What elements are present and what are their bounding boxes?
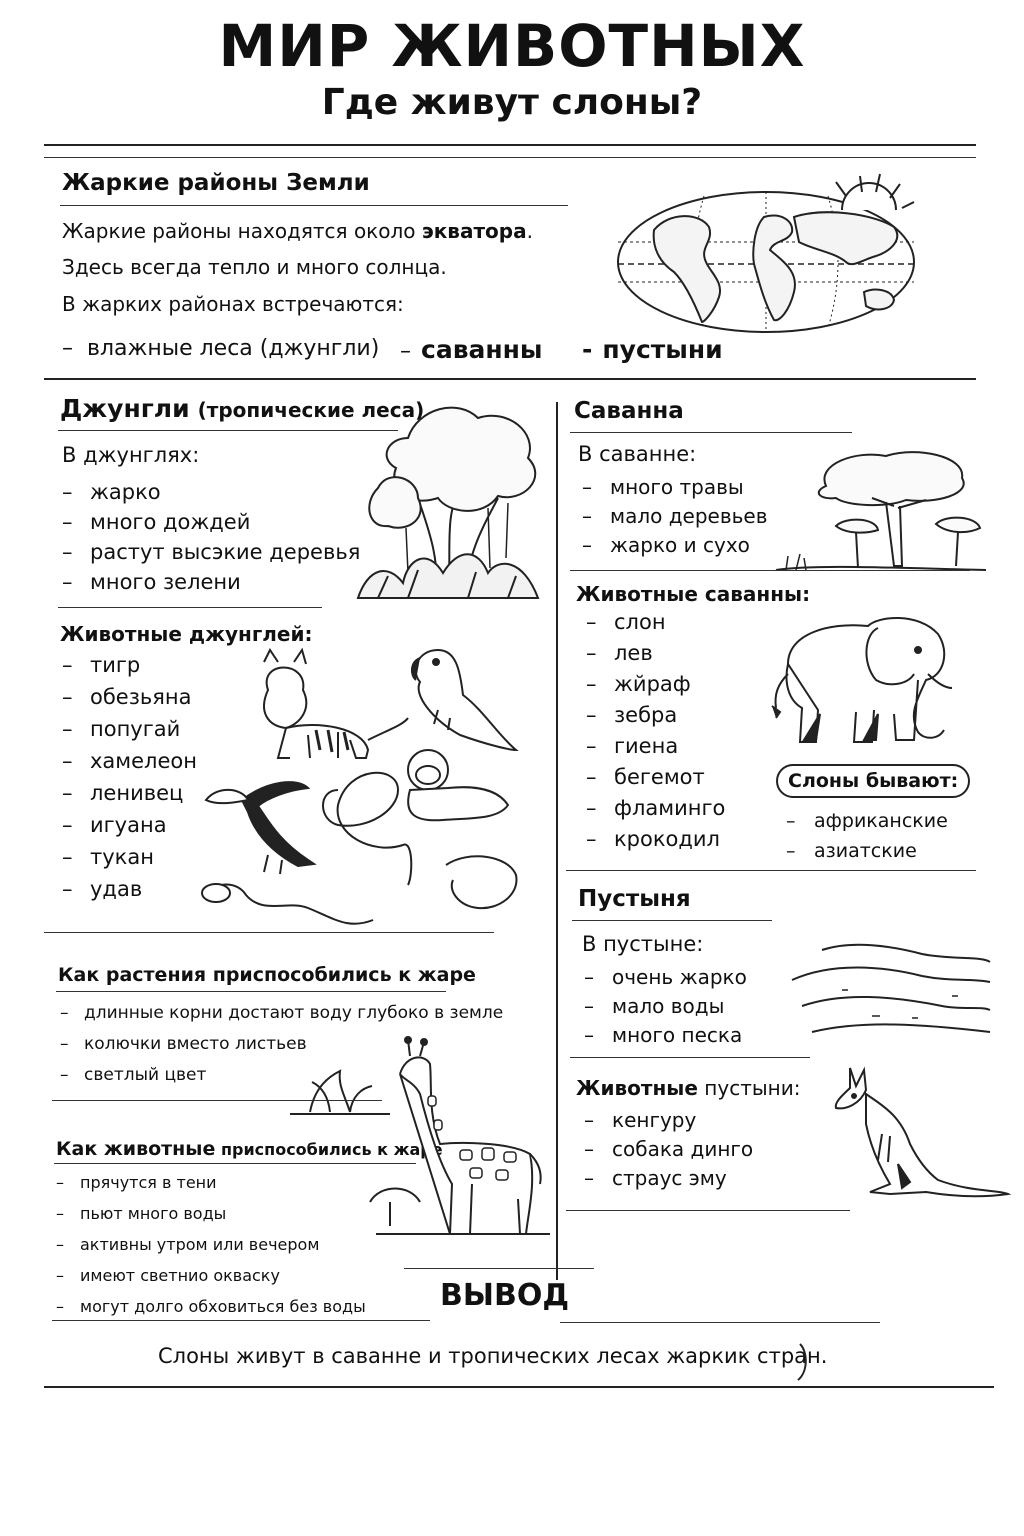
jungle-animals-illustration — [198, 640, 538, 940]
parrot-icon — [412, 650, 516, 750]
monkey-icon — [408, 750, 508, 820]
divider — [56, 991, 446, 992]
divider — [44, 378, 976, 380]
sun-icon — [836, 174, 914, 210]
divider — [58, 607, 322, 608]
list-item: – гиена — [586, 734, 679, 758]
divider — [60, 205, 568, 206]
list-item: – лев — [586, 641, 653, 665]
elephant-types-badge: Слоны бывают: — [776, 764, 970, 798]
page-title: МИР ЖИВОТНЫХ — [218, 12, 806, 80]
desert-animals-heading: Животные пустыни: — [576, 1076, 801, 1100]
world-map-illustration — [614, 172, 934, 342]
divider — [52, 1320, 430, 1321]
divider — [560, 1322, 880, 1323]
list-item: – прячутся в тени — [56, 1173, 217, 1192]
jungle-trees-illustration — [348, 398, 548, 608]
divider — [404, 1268, 594, 1269]
list-item: – много дождей — [62, 510, 251, 534]
divider — [54, 1163, 416, 1164]
equator-term: экватора — [421, 219, 527, 243]
list-item: – могут долго обховиться без воды — [56, 1297, 366, 1316]
tiger-icon — [264, 650, 408, 758]
hot-zones-heading: Жаркие районы Земли — [62, 170, 370, 196]
list-item: – удав — [62, 877, 143, 901]
list-item: – длинные корни достают воду глубоко в земле — [60, 1003, 504, 1023]
kangaroo-illustration — [830, 1064, 1014, 1202]
conclusion-text: Слоны живут в саванне и тропических лесах жаркик стран. — [158, 1344, 828, 1368]
list-item: – много песка — [584, 1023, 743, 1047]
list-item: – обезьяна — [62, 685, 192, 709]
long-snake-icon — [202, 884, 373, 924]
list-item: – слон — [586, 610, 666, 634]
list-item: – светлый цвет — [60, 1065, 207, 1085]
list-item: – кенгуру — [584, 1108, 697, 1132]
list-item: – очень жарко — [584, 965, 747, 989]
savanna-intro: В саванне: — [578, 442, 697, 466]
list-item: – имеют светниo окваску — [56, 1266, 280, 1285]
desert-intro: В пустыне: — [582, 932, 704, 956]
hot-zones-sun-text: Здесь всегда тепло и много солнца. — [62, 255, 447, 279]
list-item: – мало воды — [584, 994, 725, 1018]
hot-zones-equator-text: Жаркие районы находятся около экватора. — [62, 219, 533, 243]
list-item: – активны утром или вечером — [56, 1235, 320, 1254]
list-item: – собака динго — [584, 1137, 754, 1161]
savanna-animals-heading: Животные саванны: — [576, 582, 811, 606]
jungle-heading: Джунгли (тропические леса) — [60, 394, 425, 423]
list-item: – хамелеон — [62, 749, 197, 773]
list-item: – крокодил — [586, 827, 720, 851]
biome-item-savanna: – саванны — [400, 335, 543, 364]
list-item: – ленивец — [62, 781, 184, 805]
savanna-animals-list — [586, 610, 725, 858]
list-item: – много зелени — [62, 570, 241, 594]
list-item: – страус эму — [584, 1166, 727, 1190]
column-divider — [556, 880, 558, 1280]
list-item: – жйраф — [586, 672, 691, 696]
list-item: – колючки вместо листьев — [60, 1034, 307, 1054]
list-item: – жарко — [62, 480, 161, 504]
desert-facts-list — [584, 965, 747, 1052]
list-item: – мало деревьев — [582, 504, 768, 528]
biome-item-desert: - пустыни — [582, 335, 723, 364]
animals-adapt-list — [56, 1173, 366, 1328]
desert-dunes-illustration — [792, 940, 992, 1040]
list-item: – растут высэкие деревья — [62, 540, 361, 564]
list-item: – фламинго — [586, 796, 726, 820]
divider — [570, 1057, 810, 1058]
divider — [570, 570, 970, 571]
list-item: – тукан — [62, 845, 154, 869]
divider — [44, 932, 494, 933]
list-item: – попугай — [62, 717, 181, 741]
page-subtitle: Где живут слоны? — [321, 82, 703, 123]
jungle-animals-list — [62, 653, 197, 909]
list-item: – бегемот — [586, 765, 705, 789]
divider — [572, 920, 772, 921]
savanna-trees-illustration — [776, 446, 986, 576]
jungle-animals-heading: Животные джунглей: — [60, 622, 313, 646]
desert-animals-list — [584, 1108, 753, 1195]
column-divider — [556, 402, 558, 960]
giraffe-illustration — [370, 1034, 560, 1254]
list-item: – африканские — [786, 810, 948, 832]
conclusion-heading: ВЫВОД — [440, 1278, 570, 1313]
divider — [566, 870, 976, 871]
savanna-heading: Саванна — [574, 398, 684, 424]
animals-adapt-heading: Как животные приспособились к жаре — [56, 1138, 443, 1160]
list-item: – зебра — [586, 703, 678, 727]
divider — [44, 1386, 994, 1388]
list-item: – жарко и сухо — [582, 533, 750, 557]
list-item: – пьют много воды — [56, 1204, 227, 1223]
plants-adapt-heading: Как растения приспособились к жаре — [58, 964, 476, 986]
divider — [44, 157, 976, 158]
divider — [44, 144, 976, 146]
list-item: – игуана — [62, 813, 167, 837]
list-item: – тигр — [62, 653, 141, 677]
list-item: – много травы — [582, 475, 744, 499]
divider — [570, 432, 852, 433]
jungle-facts-list — [62, 480, 360, 600]
savanna-facts-list — [582, 475, 768, 562]
elephant-illustration — [768, 604, 958, 750]
divider — [58, 430, 398, 431]
toucan-icon — [206, 782, 314, 874]
jungle-intro: В джунглях: — [62, 443, 200, 467]
elephant-types-list — [786, 810, 948, 870]
hot-zones-intro: В жарких районах встречаются: — [62, 292, 404, 316]
list-item: – азиатские — [786, 840, 917, 862]
desert-heading: Пустыня — [578, 886, 691, 912]
divider — [566, 1210, 850, 1211]
conclusion-bracket — [796, 1342, 810, 1382]
divider — [52, 1100, 382, 1101]
biome-item-jungle: – влажные леса (джунгли) — [62, 336, 380, 361]
